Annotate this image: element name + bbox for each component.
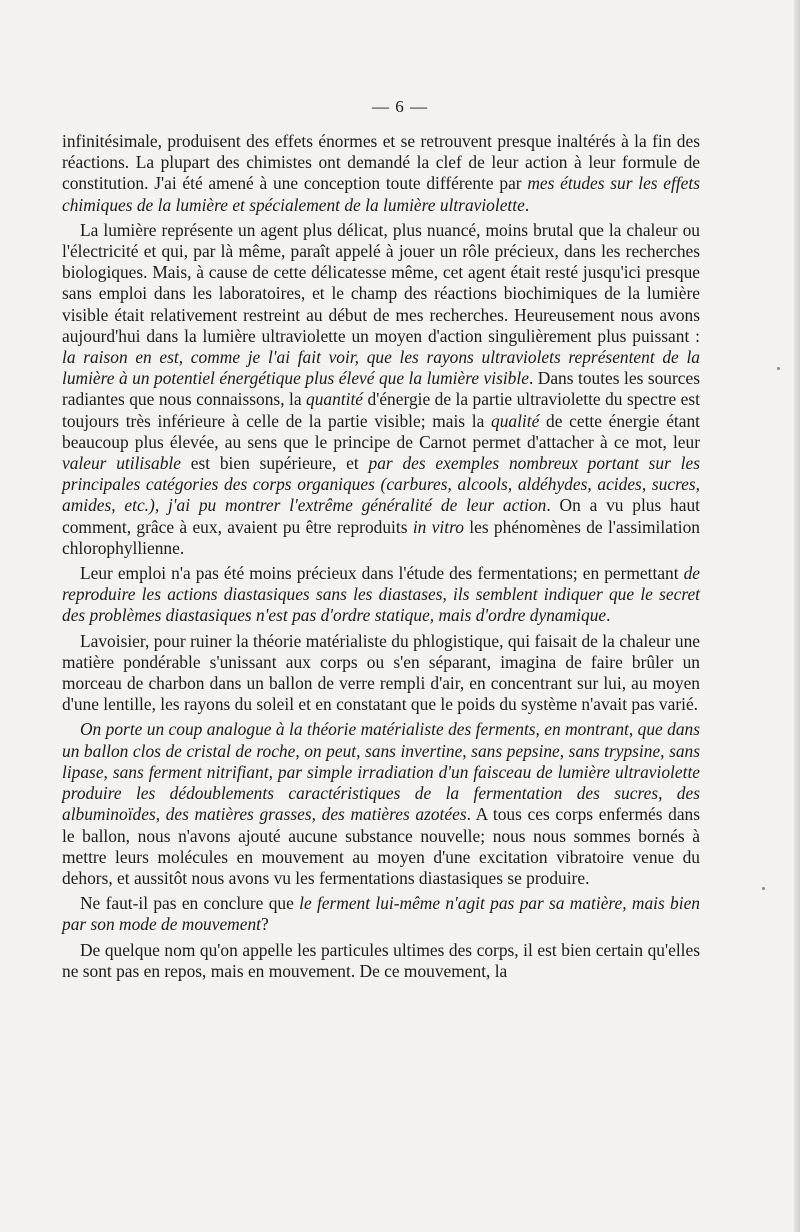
italic-text: par des exemples nombreux portant sur les principales catégories des corps organiques (carbures, alcools, aldéhydes, acides, sucres, amides, etc.), j'ai pu montrer l'extrême généralité de leur action [62, 453, 700, 516]
italic-text: de reproduire les actions diastasiques sans les diastases, ils semblent indiquer que le secret des problèmes diastasiques n'est pas d'ordre statique, mais d'ordre dynamique [62, 563, 700, 626]
text-run: d'énergie de la partie ultraviolette du spectre est toujours très inférieure à celle de la partie visible; mais la [62, 389, 700, 431]
document-body [62, 131, 700, 982]
text-run: de cette énergie étant beaucoup plus élevée, au sens que le principe de Carnot permet d'attacher à ce mot, leur [62, 410, 700, 452]
text-run: infinitésimale, produisent des effets énormes et se retrouvent presque inaltérés à la fin des réactions. La plupart des chimistes ont demandé la clef de leur action à leur formule de constitution. J'ai été amené à une conception toute différente par [62, 131, 700, 194]
paragraph [62, 719, 700, 889]
text-run: . Dans toutes les sources radiantes que nous connaissons, la [62, 368, 700, 410]
italic-text: in vitro [412, 516, 464, 537]
text-run: Leur emploi n'a pas été moins précieux dans l'étude des fermentations; en permettant [80, 563, 684, 584]
paragraph [62, 220, 700, 559]
italic-text: la raison en est, comme je l'ai fait voir, que les rayons ultraviolets représentent de la lumière à un potentiel énergétique plus élevé que la lumière visible [62, 347, 700, 389]
text-run: Lavoisier, pour ruiner la théorie matérialiste du phlogistique, qui faisait de la chaleur une matière pondérable s'unissant aux corps ou s'en séparant, imagina de faire brûler un morceau de charbon dans un ballon de verre rempli d'air, en concentrant sur lui, au moyen d'une lentille, les rayons du soleil et en constatant que le poids du système n'avait pas varié. [62, 630, 700, 715]
italic-text: mes études sur les effets chimiques de la lumière et spécialement de la lumière ultraviolette [62, 173, 700, 215]
paragraph [62, 631, 700, 716]
paragraph [62, 131, 700, 216]
text-run: . [524, 194, 530, 215]
text-run: . A tous ces corps enfermés dans le ballon, nous n'avons ajouté aucune substance nouvelle; nous nous sommes bornés à mettre leurs molécules en mouvement au moyen d'une excitation vibratoire venue du dehors, et aussitôt nous avons vu les fermentations diastasiques se produire. [62, 804, 700, 888]
text-run: De quelque nom qu'on appelle les particules ultimes des corps, il est bien certain qu'elles ne sont pas en repos, mais en mouvement. De ce mouvement, la [62, 939, 700, 981]
paper-speck [762, 887, 765, 890]
italic-text: le ferment lui-même n'agit pas par sa matière, mais bien par son mode de mouvement [62, 893, 700, 935]
page-edge-shadow [794, 0, 800, 1232]
italic-text: valeur utilisable [62, 453, 181, 474]
italic-text: quantité [306, 389, 364, 410]
paragraph [62, 893, 700, 935]
text-run: La lumière représente un agent plus délicat, plus nuancé, moins brutal que la chaleur ou l'électricité et qui, par là même, paraît appelé à jouer un rôle précieux, dans les recherches biologiques. Mais, à cause de cette délicatesse même, cet agent était resté jusqu'ici presque sans emploi dans les laboratoires, et le champ des réactions biochimiques de la lumière visible était relativement restreint au début de mes recherches. Heureusement nous avons aujourd'hui dans la lumière ultraviolette un moyen d'action singulièrement plus puissant : [62, 219, 700, 346]
paragraph [62, 940, 700, 982]
italic-text: On porte un coup analogue à la théorie matérialiste des ferments, en montrant, que dans un ballon clos de cristal de roche, on peut, sans invertine, sans pepsine, sans trypsine, sans lipase, sans ferment nitrifiant, par simple irradiation d'un faisceau de lumière ultraviolette produire les dédoublements caractéristiques de la fermentation des sucres, des albuminoïdes, des matières grasses, des matières azotées [62, 719, 700, 825]
paper-speck [777, 367, 780, 370]
text-run: les phénomènes de l'assimilation chlorophyllienne. [62, 516, 700, 558]
text-run: Ne faut-il pas en conclure que [80, 893, 300, 914]
italic-text: qualité [491, 410, 540, 431]
text-run: . [606, 605, 611, 626]
page-number: — 6 — [372, 97, 428, 116]
text-run: ? [260, 914, 269, 935]
paragraph [62, 563, 700, 627]
text-run: est bien supérieure, et [180, 453, 369, 474]
text-run: . On a vu plus haut comment, grâce à eux, avaient pu être reproduits [62, 495, 700, 537]
